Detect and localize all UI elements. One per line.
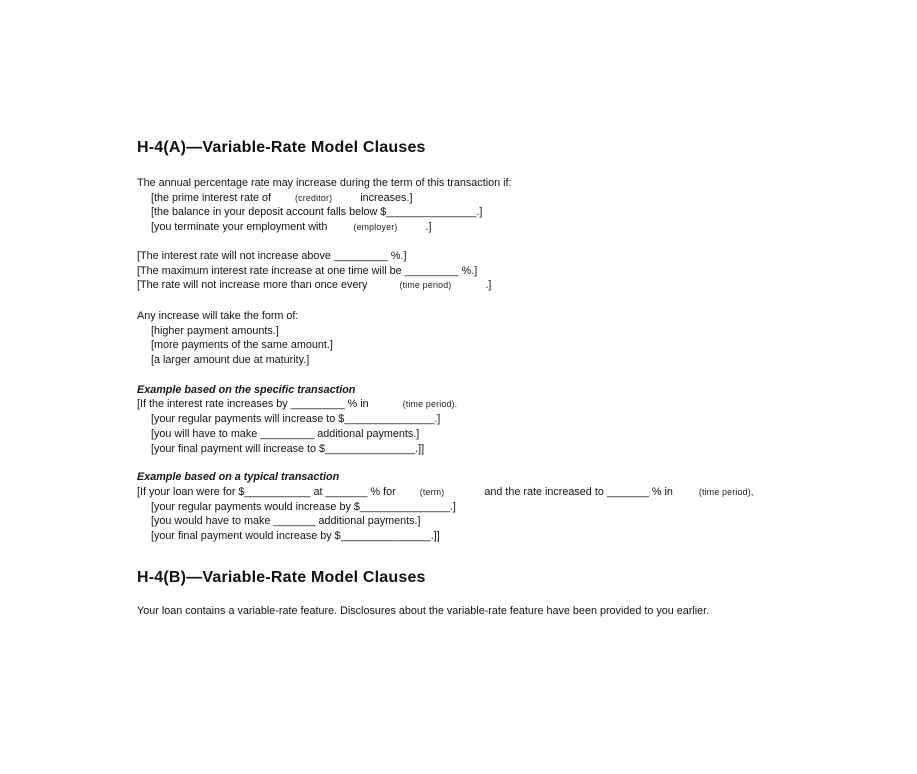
clause-specific-if	[137, 397, 857, 412]
specific-transaction-block	[137, 383, 857, 457]
clause-cap-frequency	[137, 278, 857, 293]
term-label: (term)	[419, 486, 445, 497]
clause-typical-final: [your final payment would increase by $_______________.]]	[151, 530, 440, 543]
section-h4b-title: H-4(B)—Variable-Rate Model Clauses	[137, 568, 426, 586]
clause-employment-end: .]	[425, 221, 432, 234]
section-h4a-title: H-4(A)—Variable-Rate Model Clauses	[137, 139, 426, 156]
typical-transaction-block	[137, 470, 857, 544]
rate-cap-block	[137, 249, 857, 293]
clause-typical-if-text2: and the rate increased to _______ % in	[484, 485, 673, 498]
clause-typical-if-text1: [If your loan were for $___________ at _______ % for	[137, 485, 396, 498]
clause-cap-frequency-text: [The rate will not increase more than once every	[137, 279, 368, 292]
clause-higher-payments: [higher payment amounts.]	[151, 324, 279, 337]
increase-form-block	[137, 309, 857, 368]
clause-prime-rate-text: [the prime interest rate of	[151, 191, 272, 204]
increase-form-intro: Any increase will take the form of:	[137, 309, 299, 322]
clause-more-payments: [more payments of the same amount.]	[151, 339, 333, 352]
typical-transaction-heading: Example based on a typical transaction	[137, 471, 340, 484]
clause-employment	[137, 220, 857, 235]
apr-increase-intro: The annual percentage rate may increase during the term of this transaction if:	[137, 177, 512, 189]
time-period-label-frequency: (time period)	[399, 280, 452, 291]
apr-increase-block	[137, 176, 857, 235]
clause-specific-additional: [you will have to make _________ additional payments.]	[151, 427, 420, 440]
clause-prime-rate-end: increases.]	[360, 191, 413, 204]
employer-label: (employer)	[353, 222, 398, 233]
clause-prime-rate	[137, 191, 857, 206]
creditor-label: (creditor)	[295, 192, 333, 203]
clause-specific-regular: [your regular payments will increase to $_______________.]	[151, 413, 441, 426]
time-period-label-typical: (time period),	[698, 486, 754, 497]
clause-deposit-balance: [the balance in your deposit account falls below $_______________.]	[151, 206, 483, 219]
clause-cap-onetime: [The maximum interest rate increase at one time will be _________ %.]	[137, 264, 478, 277]
h4b-body-text: Your loan contains a variable-rate feature. Disclosures about the variable-rate feature have been provided to you earlier.	[137, 604, 710, 617]
clause-specific-if-text: [If the interest rate increases by _________ % in	[137, 398, 369, 411]
clause-typical-regular: [your regular payments would increase by $_______________.]	[151, 500, 456, 513]
clause-employment-text: [you terminate your employment with	[151, 221, 328, 234]
clause-specific-final: [your final payment will increase to $_______________.]]	[151, 442, 425, 455]
clause-cap-frequency-end: .]	[485, 279, 492, 292]
time-period-label-specific: (time period).	[402, 399, 458, 410]
specific-transaction-heading: Example based on the specific transaction	[137, 383, 356, 396]
clause-typical-if	[137, 485, 857, 500]
clause-typical-additional: [you would have to make _______ additional payments.]	[151, 515, 421, 528]
clause-larger-amount: [a larger amount due at maturity.]	[151, 354, 310, 367]
clause-cap-above: [The interest rate will not increase above _________ %.]	[137, 249, 407, 262]
